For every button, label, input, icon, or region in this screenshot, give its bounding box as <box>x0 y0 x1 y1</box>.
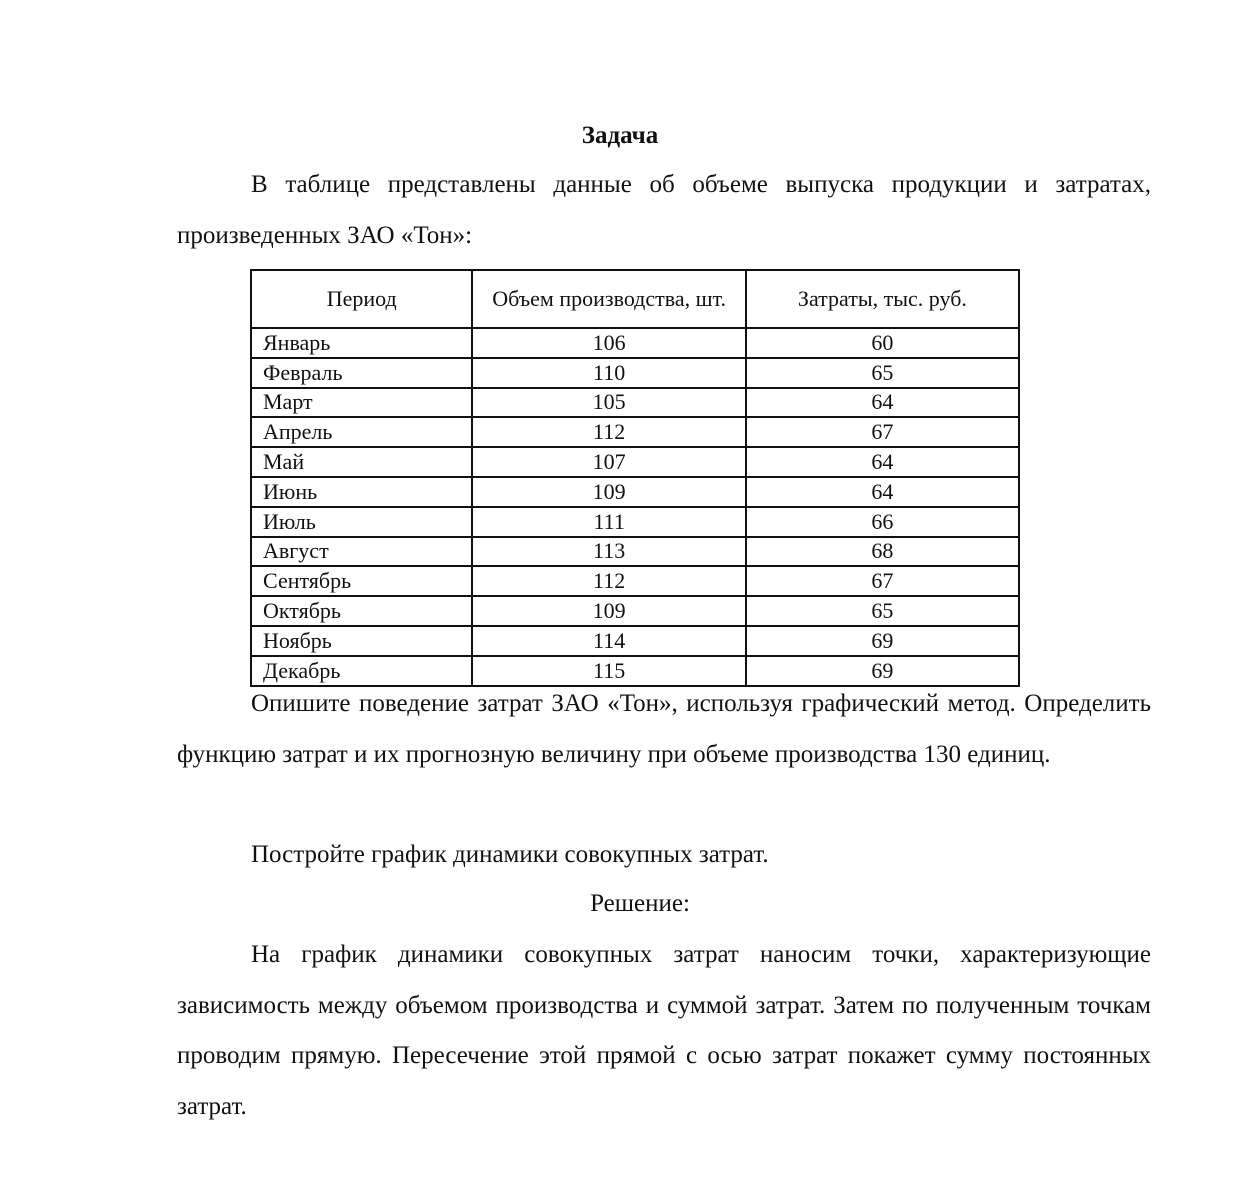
table-row <box>251 626 1019 656</box>
cost-cell: 65 <box>746 596 1019 626</box>
cost-cell: 68 <box>746 537 1019 567</box>
table-header-row <box>251 270 1019 328</box>
table-row <box>251 358 1019 388</box>
solution-paragraph: На график динамики совокупных затрат наносим точки, характеризующие зависимость между объемом производства и суммой затрат. Затем по полученным точкам проводим прямую. Пересечение этой прямой с осью затрат покажет сумму постоянных затрат. <box>177 941 1151 1120</box>
table-row <box>251 447 1019 477</box>
volume-cell: 109 <box>472 477 745 507</box>
cost-cell: 66 <box>746 507 1019 537</box>
volume-cell: 106 <box>472 328 745 358</box>
period-cell: Апрель <box>251 417 472 447</box>
volume-cell: 115 <box>472 656 745 686</box>
table-row <box>251 507 1019 537</box>
task-paragraph: Опишите поведение затрат ЗАО «Тон», используя графический метод. Определить функцию затрат и их прогнозную величину при объеме производства 130 единиц. <box>177 690 1151 768</box>
cost-cell: 67 <box>746 417 1019 447</box>
volume-cell: 114 <box>472 626 745 656</box>
column-header-cost: Затраты, тыс. руб. <box>746 270 1019 328</box>
period-cell: Февраль <box>251 358 472 388</box>
period-cell: Сентябрь <box>251 566 472 596</box>
period-cell: Май <box>251 447 472 477</box>
volume-cell: 112 <box>472 417 745 447</box>
period-cell: Август <box>251 537 472 567</box>
cost-cell: 60 <box>746 328 1019 358</box>
period-cell: Ноябрь <box>251 626 472 656</box>
cost-cell: 67 <box>746 566 1019 596</box>
volume-cell: 107 <box>472 447 745 477</box>
page-title: Задача <box>581 122 659 149</box>
volume-cell: 110 <box>472 358 745 388</box>
period-cell: Октябрь <box>251 596 472 626</box>
production-cost-table <box>250 269 1020 687</box>
period-cell: Январь <box>251 328 472 358</box>
volume-cell: 113 <box>472 537 745 567</box>
table-row <box>251 417 1019 447</box>
cost-cell: 69 <box>746 626 1019 656</box>
column-header-period: Период <box>251 270 472 328</box>
period-cell: Июнь <box>251 477 472 507</box>
volume-cell: 105 <box>472 388 745 418</box>
volume-cell: 109 <box>472 596 745 626</box>
cost-cell: 69 <box>746 656 1019 686</box>
table-row <box>251 596 1019 626</box>
period-cell: Март <box>251 388 472 418</box>
cost-cell: 64 <box>746 477 1019 507</box>
table-row <box>251 566 1019 596</box>
cost-cell: 65 <box>746 358 1019 388</box>
cost-cell: 64 <box>746 388 1019 418</box>
intro-paragraph: В таблице представлены данные об объеме выпуска продукции и затратах, произведенных ЗАО «Тон»: <box>177 171 1151 249</box>
table-row <box>251 388 1019 418</box>
task-graph-paragraph: Постройте график динамики совокупных затрат. <box>251 841 769 868</box>
volume-cell: 111 <box>472 507 745 537</box>
solution-heading: Решение: <box>590 890 690 917</box>
column-header-volume: Объем производства, шт. <box>472 270 745 328</box>
table-row <box>251 477 1019 507</box>
period-cell: Июль <box>251 507 472 537</box>
table-row <box>251 328 1019 358</box>
cost-cell: 64 <box>746 447 1019 477</box>
volume-cell: 112 <box>472 566 745 596</box>
table-row <box>251 537 1019 567</box>
period-cell: Декабрь <box>251 656 472 686</box>
